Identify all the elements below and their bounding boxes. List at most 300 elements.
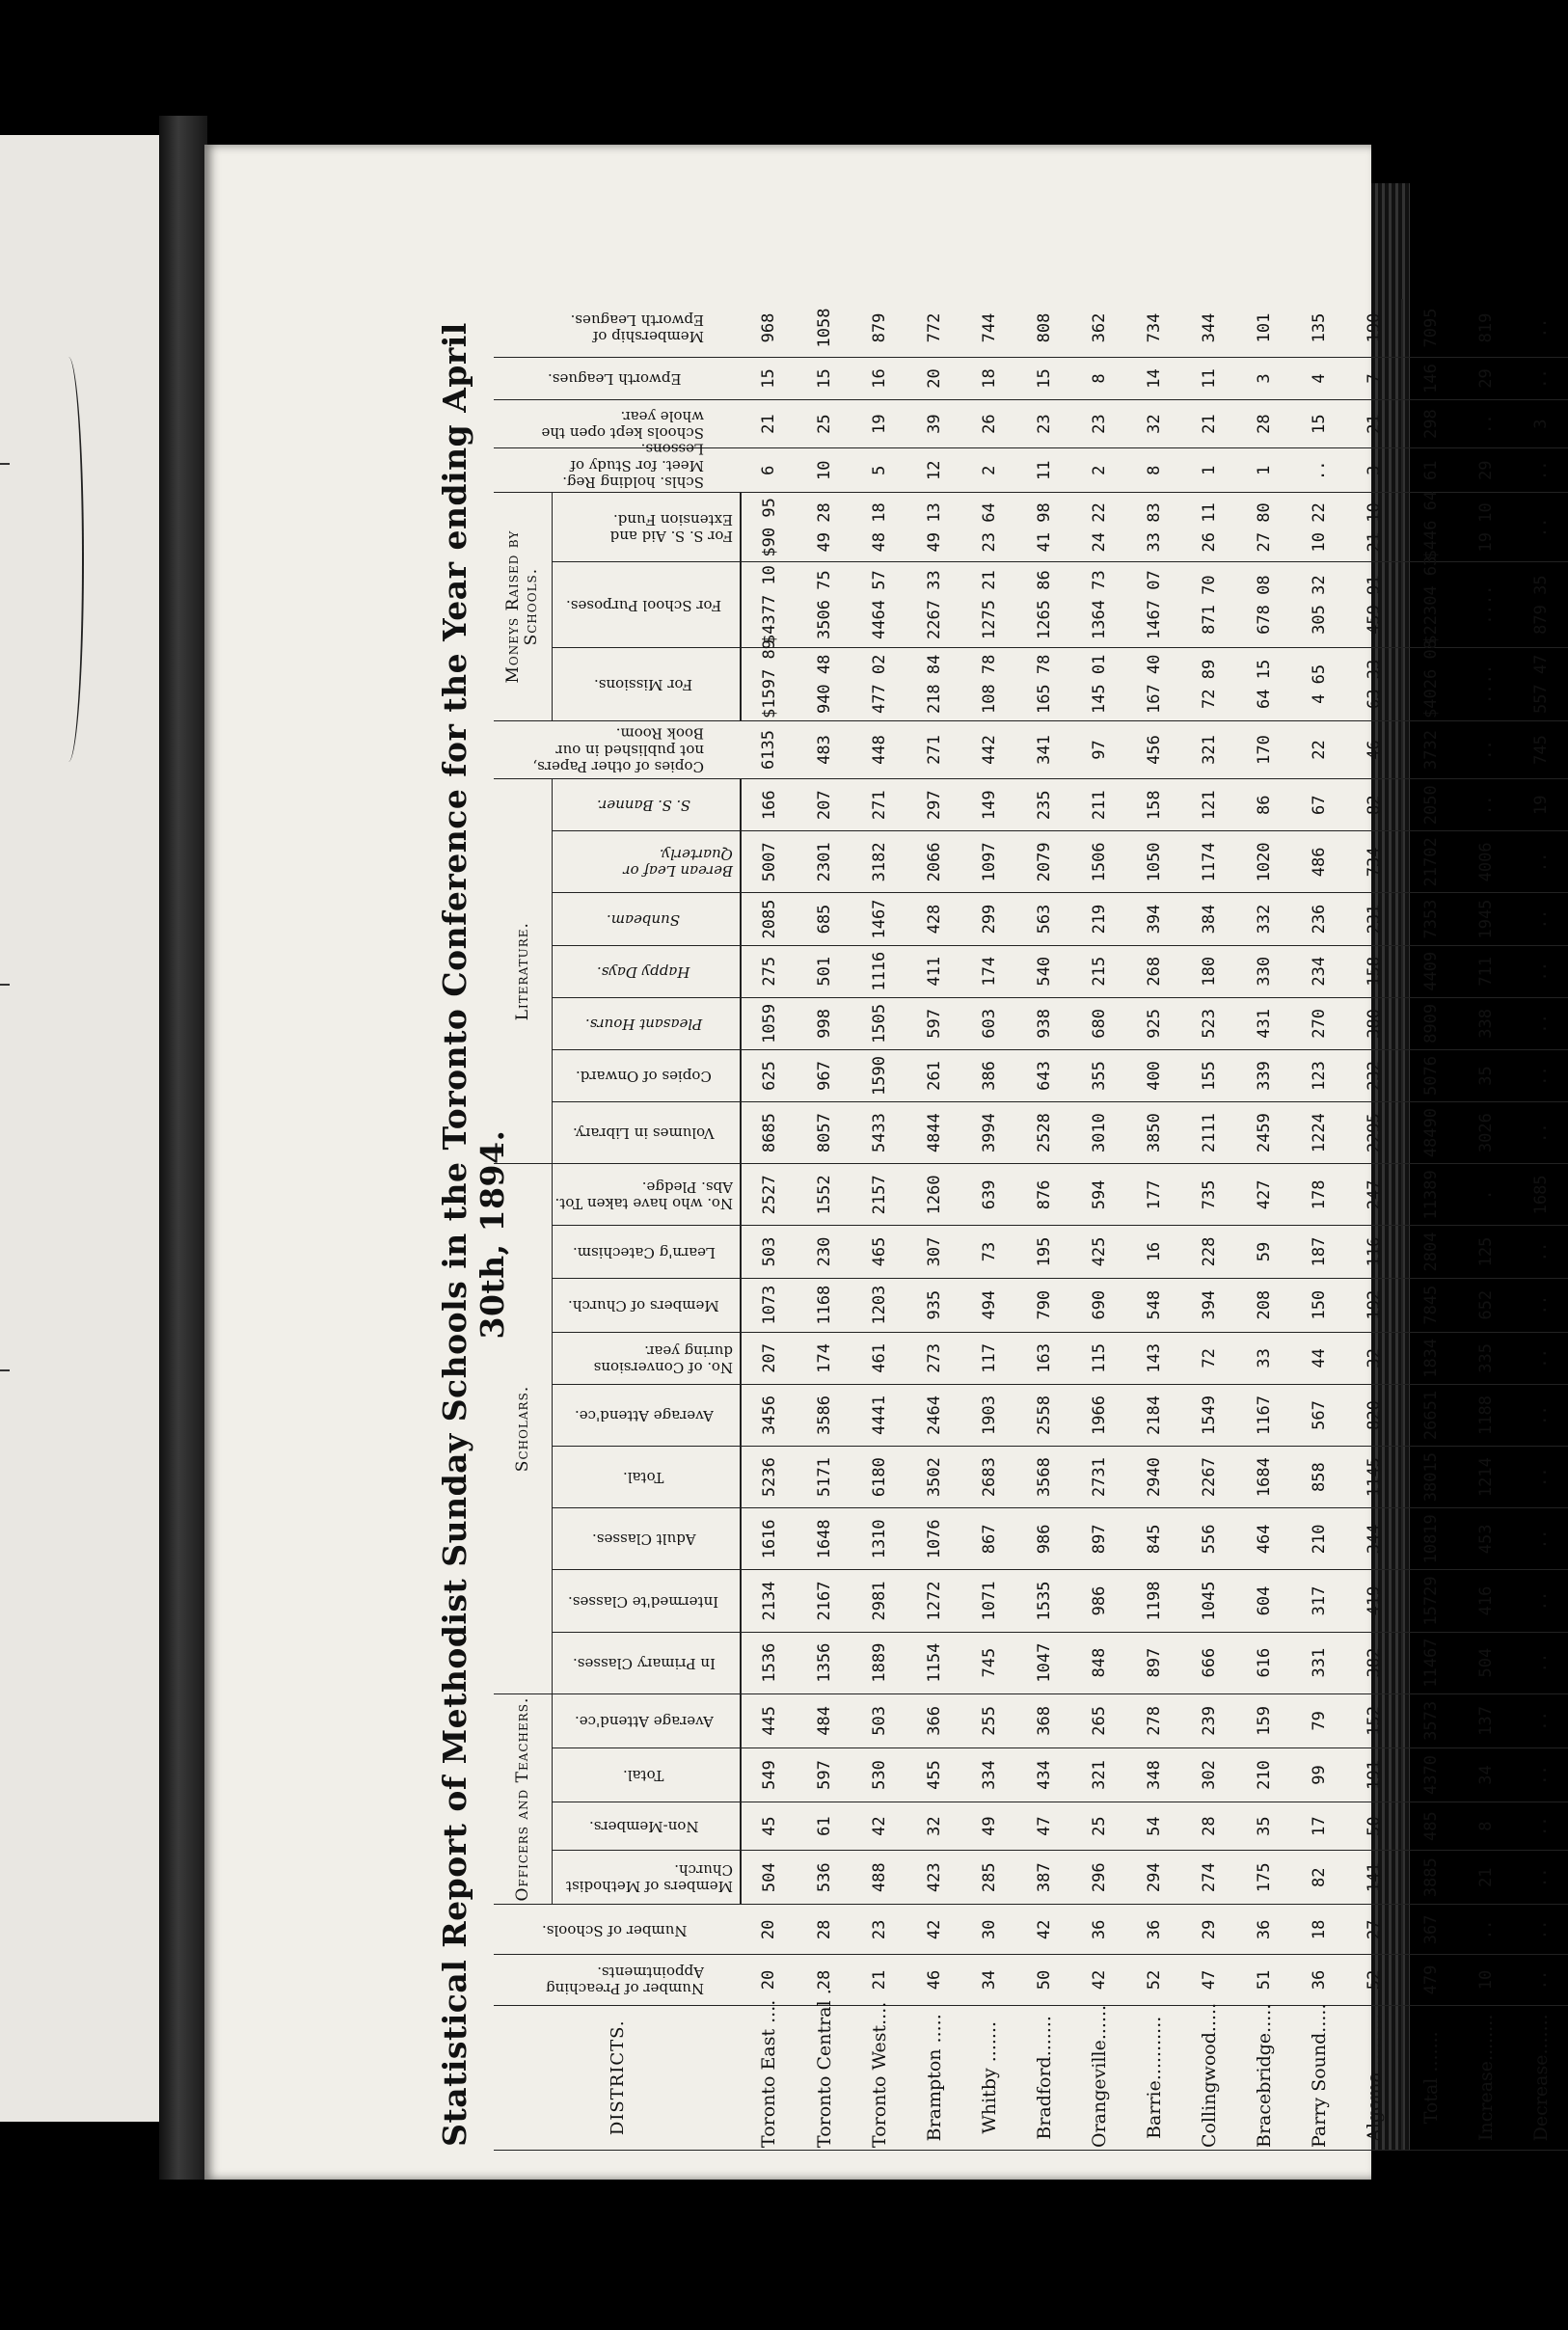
- table-cell: 3885: [1402, 1851, 1458, 1905]
- table-row: [797, 299, 852, 2151]
- table-cell: 305 32: [1291, 562, 1346, 647]
- table-cell: 2528: [1016, 1102, 1071, 1164]
- col-header: [553, 493, 742, 562]
- table-cell: 344: [1181, 299, 1236, 357]
- table-cell: 23: [1071, 400, 1126, 448]
- table-cell: 1059: [741, 997, 797, 1049]
- table-cell: 459 91: [1346, 562, 1402, 647]
- table-cell: 3506 75: [797, 562, 852, 647]
- table-cell: 734: [1346, 831, 1402, 893]
- table-cell: 461: [852, 1332, 906, 1384]
- table-cell: 1552: [797, 1164, 852, 1226]
- col-header: [553, 1332, 742, 1384]
- col-header-text: Members of Church.: [568, 1296, 719, 1314]
- table-cell: 36: [1236, 1905, 1291, 1955]
- district-name: Barrie...........: [1126, 2005, 1181, 2150]
- table-cell: 666: [1181, 1632, 1236, 1693]
- table-cell: 54: [1126, 1802, 1181, 1851]
- table-row: [1126, 299, 1181, 2151]
- table-cell: 455: [906, 1748, 961, 1802]
- table-cell: 639: [961, 1164, 1016, 1226]
- table-cell: 15: [1016, 357, 1071, 399]
- table-cell: 44: [1291, 1332, 1346, 1384]
- table-cell: 207: [797, 779, 852, 831]
- rotated-report: [426, 282, 1552, 2180]
- table-cell: 28: [797, 1955, 852, 2005]
- table-cell: 2940: [1126, 1447, 1181, 1508]
- table-cell: 5236: [741, 1447, 797, 1508]
- table-cell: 73: [961, 1226, 1016, 1278]
- table-cell: 178: [1291, 1164, 1346, 1226]
- table-cell: 33 83: [1126, 493, 1181, 562]
- table-cell: .: [1458, 1164, 1513, 1226]
- table-cell: 19 10: [1458, 493, 1513, 562]
- table-cell: 97: [1071, 720, 1126, 778]
- col-header: [553, 779, 742, 831]
- table-cell: 7353: [1402, 893, 1458, 945]
- table-cell: 3: [1236, 357, 1291, 399]
- table-cell: 423: [906, 1851, 961, 1905]
- table-cell: 278: [1126, 1693, 1181, 1748]
- table-cell: 51: [1236, 1955, 1291, 2005]
- table-cell: 504: [741, 1851, 797, 1905]
- table-cell: 2731: [1071, 1447, 1126, 1508]
- table-cell: 1214: [1458, 1447, 1513, 1508]
- table-cell: ..: [1513, 1049, 1568, 1101]
- table-cell: 29: [1458, 357, 1513, 399]
- group-header-moneys: Moneys Raised by Schools.: [494, 493, 553, 721]
- table-cell: 192: [1346, 1278, 1402, 1332]
- table-cell: 845: [1126, 1508, 1181, 1570]
- col-header-text: No. who have taken Tot. Abs. Pledge.: [554, 1178, 733, 1213]
- table-cell: 271: [852, 779, 906, 831]
- table-cell: 425: [1071, 1226, 1126, 1278]
- table-cell: 294: [1126, 1851, 1181, 1905]
- table-cell: ..: [1513, 1102, 1568, 1164]
- table-cell: 1590: [852, 1049, 906, 1101]
- table-cell: ..: [1513, 1955, 1568, 2005]
- district-name: Total .......: [1402, 2005, 1458, 2150]
- col-header-text: Schls. holding Reg. Meet. for Study of Lessons.: [562, 440, 704, 492]
- col-header-text: Epworth Leagues.: [548, 370, 682, 389]
- table-row: [741, 299, 797, 2151]
- table-cell: ..: [1513, 1632, 1568, 1693]
- table-cell: 28: [1181, 1802, 1236, 1851]
- table-cell: 652: [1458, 1278, 1513, 1332]
- table-cell: 137: [1458, 1693, 1513, 1748]
- table-cell: 10: [1458, 1955, 1513, 2005]
- table-cell: 3010: [1071, 1102, 1126, 1164]
- col-header-text: Non-Members.: [588, 1818, 699, 1836]
- col-header-text: Volumes in Library.: [573, 1124, 715, 1143]
- table-cell: 536: [797, 1851, 852, 1905]
- district-name: Toronto West....: [852, 2005, 906, 2150]
- table-cell: 255: [961, 1693, 1016, 1748]
- table-cell: 344: [1346, 1508, 1402, 1570]
- table-cell: 159: [1236, 1693, 1291, 1748]
- table-cell: 215: [1071, 945, 1126, 997]
- table-cell: 556: [1181, 1508, 1236, 1570]
- table-cell: 52: [1126, 1955, 1181, 2005]
- table-cell: 867: [961, 1508, 1016, 1570]
- left-facing-page: [0, 135, 162, 2122]
- col-header: [553, 1447, 742, 1508]
- table-cell: 10819: [1402, 1508, 1458, 1570]
- book-gutter: [159, 116, 207, 2180]
- table-cell: 442: [961, 720, 1016, 778]
- table-cell: 2464: [906, 1384, 961, 1446]
- table-cell: 616: [1236, 1632, 1291, 1693]
- table-cell: 46: [1346, 720, 1402, 778]
- group-header-officers: Officers and Teachers.: [494, 1693, 553, 1905]
- table-cell: 680: [1071, 997, 1126, 1049]
- table-cell: 1188: [1458, 1384, 1513, 1446]
- col-header-text: Total.: [623, 1767, 664, 1785]
- table-cell: ..: [1291, 448, 1346, 493]
- table-cell: 548: [1126, 1278, 1181, 1332]
- table-cell: ..: [1513, 493, 1568, 562]
- table-cell: 42: [852, 1802, 906, 1851]
- col-header-text: Berean Leaf or Quarterly.: [623, 845, 733, 881]
- table-cell: 50: [1346, 1802, 1402, 1851]
- table-cell: 3502: [906, 1447, 961, 1508]
- table-cell: 597: [797, 1748, 852, 1802]
- table-cell: 419: [1346, 1570, 1402, 1632]
- table-cell: ..: [1458, 400, 1513, 448]
- district-name: Brampton .....: [906, 2005, 961, 2150]
- table-cell: ..: [1513, 448, 1568, 493]
- table-cell: 332: [1236, 893, 1291, 945]
- table-cell: 302: [1181, 1748, 1236, 1802]
- table-cell: 427: [1236, 1164, 1291, 1226]
- table-cell: 968: [741, 299, 797, 357]
- table-cell: 563: [1016, 893, 1071, 945]
- table-cell: 1203: [852, 1278, 906, 1332]
- table-cell: ..: [1513, 1508, 1568, 1570]
- table-cell: 218 84: [906, 647, 961, 720]
- table-cell: 1097: [961, 831, 1016, 893]
- table-cell: 604: [1236, 1570, 1291, 1632]
- table-cell: 163: [1016, 1332, 1071, 1384]
- table-cell: 2: [1071, 448, 1126, 493]
- table-row: [1402, 299, 1458, 2151]
- table-cell: 335: [1458, 1332, 1513, 1384]
- table-cell: 8: [1126, 448, 1181, 493]
- table-cell: 3456: [741, 1384, 797, 1446]
- table-cell: 1535: [1016, 1570, 1071, 1632]
- table-cell: 24 22: [1071, 493, 1126, 562]
- table-cell: 3850: [1126, 1102, 1181, 1164]
- table-cell: 174: [961, 945, 1016, 997]
- statistics-table: [494, 299, 1568, 2151]
- table-cell: 25: [1071, 1802, 1126, 1851]
- table-cell: 967: [797, 1049, 852, 1101]
- table-cell: 549: [741, 1748, 797, 1802]
- table-cell: 431: [1236, 997, 1291, 1049]
- table-cell: 434: [1016, 1748, 1071, 1802]
- col-header: [553, 1278, 742, 1332]
- table-cell: 170: [1236, 720, 1291, 778]
- table-cell: 486: [1291, 831, 1346, 893]
- table-cell: 557 47: [1513, 647, 1568, 720]
- table-cell: 1058: [797, 299, 852, 357]
- table-row: [1236, 299, 1291, 2151]
- page-mark: [0, 984, 10, 986]
- table-cell: 18: [1291, 1905, 1346, 1955]
- col-header-text: S. S. Banner.: [596, 797, 690, 815]
- table-cell: 123: [1291, 1049, 1346, 1101]
- table-cell: 3586: [797, 1384, 852, 1446]
- table-cell: 1903: [961, 1384, 1016, 1446]
- table-cell: 1684: [1236, 1447, 1291, 1508]
- table-cell: 8909: [1402, 997, 1458, 1049]
- table-cell: 271: [906, 720, 961, 778]
- table-cell: 4844: [906, 1102, 961, 1164]
- table-cell: 115: [1071, 1332, 1126, 1384]
- district-name: Bracebridge.....: [1236, 2005, 1291, 2150]
- table-cell: 26: [961, 400, 1016, 448]
- table-row: [1346, 299, 1402, 2151]
- report-title: Statistical Report of Methodist Sunday Schools in the Toronto Conference for the Year ending April 30th, 1894.: [436, 322, 511, 2147]
- table-cell: 394: [1181, 1278, 1236, 1332]
- page-mark: [0, 1369, 10, 1371]
- table-cell: 745: [961, 1632, 1016, 1693]
- table-cell: 274: [1181, 1851, 1236, 1905]
- table-cell: 488: [852, 1851, 906, 1905]
- table-cell: 5433: [852, 1102, 906, 1164]
- table-cell: 1174: [1181, 831, 1236, 893]
- table-cell: 299: [961, 893, 1016, 945]
- table-cell: 2085: [741, 893, 797, 945]
- table-cell: 150: [1291, 1278, 1346, 1332]
- table-cell: 678 08: [1236, 562, 1291, 647]
- district-name: Orangeville......: [1071, 2005, 1126, 2150]
- table-cell: 158: [1126, 779, 1181, 831]
- table-cell: ..: [1513, 1802, 1568, 1851]
- col-header: [494, 440, 741, 493]
- table-cell: 19: [1513, 779, 1568, 831]
- table-cell: 330: [1236, 945, 1291, 997]
- table-cell: 232: [1346, 1049, 1402, 1101]
- table-cell: 3568: [1016, 1447, 1071, 1508]
- table-cell: 1260: [906, 1164, 961, 1226]
- col-header: [494, 299, 741, 357]
- table-cell: 2267 33: [906, 562, 961, 647]
- table-cell: 36: [1291, 1955, 1346, 2005]
- table-cell: 819: [1458, 299, 1513, 357]
- table-cell: 2683: [961, 1447, 1016, 1508]
- table-body: [741, 299, 1568, 2151]
- table-cell: ....: [1458, 647, 1513, 720]
- table-row: [1513, 299, 1568, 2151]
- table-cell: 38015: [1402, 1447, 1458, 1508]
- table-cell: 49 28: [797, 493, 852, 562]
- table-cell: 21: [1181, 400, 1236, 448]
- table-cell: 48490: [1402, 1102, 1458, 1164]
- table-cell: 175: [1236, 1851, 1291, 1905]
- table-cell: 540: [1016, 945, 1071, 997]
- table-cell: 29: [1458, 448, 1513, 493]
- table-cell: 2: [961, 448, 1016, 493]
- table-cell: 210: [1236, 1748, 1291, 1802]
- table-cell: ..: [1513, 1748, 1568, 1802]
- table-cell: 32: [906, 1802, 961, 1851]
- table-cell: 125: [1458, 1226, 1513, 1278]
- table-cell: 5: [852, 448, 906, 493]
- district-name: Toronto East ....: [741, 2005, 797, 2150]
- page-mark: [0, 463, 10, 465]
- table-cell: 1076: [906, 1508, 961, 1570]
- col-header: [553, 1384, 742, 1446]
- table-cell: 2184: [1126, 1384, 1181, 1446]
- table-cell: 1047: [1016, 1632, 1071, 1693]
- col-header-text: No. of Conversions during year.: [593, 1341, 733, 1376]
- table-cell: 8: [1071, 357, 1126, 399]
- table-cell: 239: [1181, 1693, 1236, 1748]
- table-cell: 1154: [906, 1632, 961, 1693]
- table-cell: 820: [1346, 1384, 1402, 1446]
- table-cell: 772: [906, 299, 961, 357]
- col-header: [553, 945, 742, 997]
- table-cell: 27: [1346, 1905, 1402, 1955]
- table-cell: 52: [1346, 1955, 1402, 2005]
- table-row: [1458, 299, 1513, 2151]
- table-cell: 47: [1016, 1802, 1071, 1851]
- table-cell: 12: [906, 448, 961, 493]
- table-cell: 7095: [1402, 299, 1458, 357]
- col-header-text: Average Attend'ce.: [574, 1712, 714, 1730]
- table-cell: 42: [1071, 1955, 1126, 2005]
- table-cell: 41 98: [1016, 493, 1071, 562]
- table-cell: 597: [906, 997, 961, 1049]
- table-cell: 195: [1016, 1226, 1071, 1278]
- table-row: [961, 299, 1016, 2151]
- table-cell: 465: [852, 1226, 906, 1278]
- table-cell: 11: [1016, 448, 1071, 493]
- table-cell: ..: [1513, 945, 1568, 997]
- table-cell: 594: [1071, 1164, 1126, 1226]
- col-header-text: Schools kept open the whole year.: [541, 407, 704, 442]
- table-cell: 231: [1346, 893, 1402, 945]
- table-cell: 8: [1458, 1802, 1513, 1851]
- table-cell: 1834: [1402, 1332, 1458, 1384]
- col-header-text: Membership of Epworth Leagues.: [570, 311, 704, 346]
- table-cell: 36: [1071, 1905, 1126, 1955]
- table-cell: 47: [1181, 1955, 1236, 2005]
- table-cell: 2981: [852, 1570, 906, 1632]
- table-cell: 479: [1402, 1955, 1458, 2005]
- table-cell: 18: [961, 357, 1016, 399]
- table-row: [906, 299, 961, 2151]
- table-cell: 603: [961, 997, 1016, 1049]
- table-cell: 29: [1181, 1905, 1236, 1955]
- table-cell: 59: [1236, 1226, 1291, 1278]
- table-cell: 2157: [852, 1164, 906, 1226]
- col-header: [553, 1748, 742, 1802]
- table-cell: $446 64: [1402, 493, 1458, 562]
- table-cell: 48 18: [852, 493, 906, 562]
- table-cell: 368: [1016, 1693, 1071, 1748]
- table-cell: 1145: [1346, 1447, 1402, 1508]
- table-cell: 367: [1402, 1905, 1458, 1955]
- table-cell: 167 40: [1126, 647, 1181, 720]
- table-cell: 17: [1291, 1802, 1346, 1851]
- table-cell: 744: [961, 299, 1016, 357]
- table-cell: 4441: [852, 1384, 906, 1446]
- table-cell: 1: [1236, 448, 1291, 493]
- table-cell: 1648: [797, 1508, 852, 1570]
- table-row: [852, 299, 906, 2151]
- page-mark: [53, 357, 84, 762]
- table-cell: 1506: [1071, 831, 1126, 893]
- col-header-text: Average Attend'ce.: [574, 1407, 714, 1425]
- col-header-text: For School Purposes.: [565, 596, 722, 614]
- table-cell: 36: [1126, 1905, 1181, 1955]
- table-cell: 1505: [852, 997, 906, 1049]
- col-header-text: Happy Days.: [597, 962, 690, 981]
- table-cell: 338: [1458, 997, 1513, 1049]
- col-header: [553, 1508, 742, 1570]
- table-cell: 32: [1126, 400, 1181, 448]
- table-cell: 567: [1291, 1384, 1346, 1446]
- table-cell: 39: [906, 400, 961, 448]
- table-cell: 484: [797, 1693, 852, 1748]
- table-cell: 247: [1346, 1164, 1402, 1226]
- table-cell: 380: [1346, 997, 1402, 1049]
- table-cell: 879: [852, 299, 906, 357]
- table-cell: 21: [1458, 1851, 1513, 1905]
- table-cell: 270: [1291, 997, 1346, 1049]
- table-cell: 177: [1126, 1164, 1181, 1226]
- table-cell: 61: [1402, 448, 1458, 493]
- table-cell: 477 02: [852, 647, 906, 720]
- table-cell: 871 70: [1181, 562, 1236, 647]
- table-cell: 400: [1126, 1049, 1181, 1101]
- col-header: [553, 1570, 742, 1632]
- table-cell: 235: [1016, 779, 1071, 831]
- table-cell: 1168: [797, 1278, 852, 1332]
- table-cell: 108 78: [961, 647, 1016, 720]
- table-cell: 42: [1016, 1905, 1071, 1955]
- col-header-text: Pleasant Hours.: [584, 1015, 703, 1033]
- table-cell: 63 33: [1346, 647, 1402, 720]
- table-cell: 21 10: [1346, 493, 1402, 562]
- col-header: [494, 720, 741, 778]
- table-cell: 4006: [1458, 831, 1513, 893]
- col-header-text: Total.: [623, 1469, 664, 1487]
- table-cell: 15: [797, 357, 852, 399]
- col-header: [553, 1802, 742, 1851]
- table-cell: 625: [741, 1049, 797, 1101]
- table-cell: 236: [1291, 893, 1346, 945]
- col-header: [553, 1693, 742, 1748]
- table-row: [1181, 299, 1236, 2151]
- table-cell: 382: [1346, 1632, 1402, 1693]
- table-cell: 26 11: [1181, 493, 1236, 562]
- col-header: [553, 893, 742, 945]
- col-header-text: Sunbeam.: [607, 910, 681, 929]
- col-header-text: In Primary Classes.: [572, 1654, 716, 1672]
- table-cell: 1198: [1126, 1570, 1181, 1632]
- table-cell: ..: [1513, 1693, 1568, 1748]
- table-cell: 33: [1236, 1332, 1291, 1384]
- table-cell: 1071: [961, 1570, 1016, 1632]
- table-cell: 745: [1513, 720, 1568, 778]
- table-cell: 174: [797, 1332, 852, 1384]
- table-cell: 925: [1126, 997, 1181, 1049]
- table-cell: 72: [1181, 1332, 1236, 1384]
- table-cell: 219: [1071, 893, 1126, 945]
